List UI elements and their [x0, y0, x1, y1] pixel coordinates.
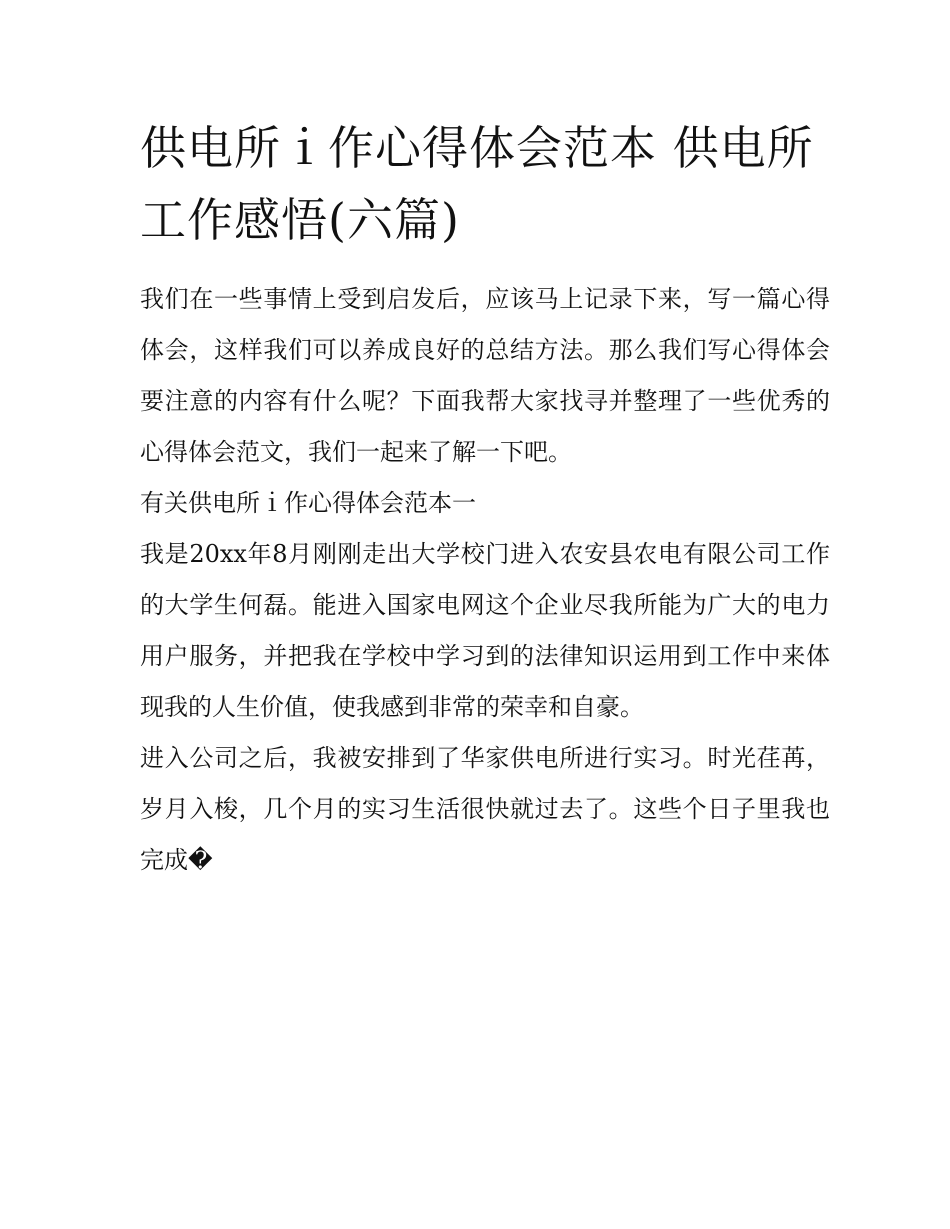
- document-title: 供电所ｉ作心得体会范本 供电所工作感悟(六篇): [140, 121, 814, 247]
- section-heading: 有关供电所ｉ作心得体会范本一: [140, 489, 476, 517]
- intro-paragraph: 我们在一些事情上受到启发后，应该马上记录下来，写一篇心得体会，这样我们可以养成良好的总结方法。那么我们写心得体会要注意的内容有什么呢？下面我帮大家找寻并整理了一些优秀的心得体会范文，我们一起来了解一下吧。: [140, 285, 830, 466]
- body-paragraph: 我是20xx年8月刚刚走出大学校门进入农安县农电有限公司工作的大学生何磊。能进入国家电网这个企业尽我所能为广大的电力用户服务，并把我在学校中学习到的法律知识运用到工作中来体现我的人生价值，使我感到非常的荣幸和自豪。: [140, 540, 830, 721]
- document-page: [140, 112, 830, 886]
- body-paragraph: 进入公司之后，我被安排到了华家供电所进行实习。时光荏苒，岁月入梭，几个月的实习生活很快就过去了。这些个日子里我也完成�: [140, 744, 830, 874]
